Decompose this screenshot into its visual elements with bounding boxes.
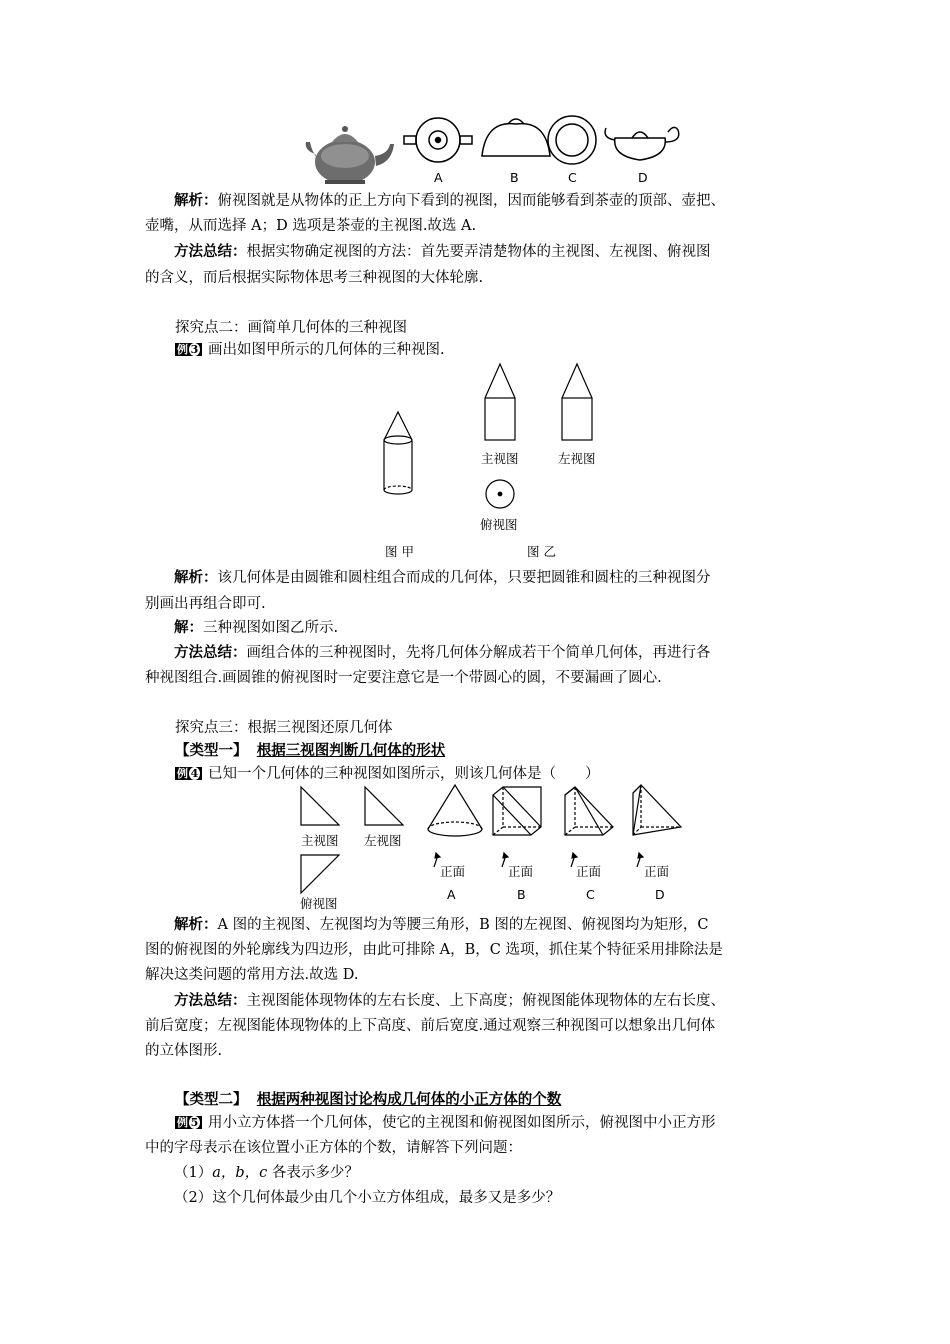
type-2-heading: 【类型二】 根据两种视图讨论构成几何体的小正方体的个数 bbox=[175, 1091, 562, 1108]
ex4-top-caption: 俯视图 bbox=[300, 896, 338, 911]
face-label-d: 正面 bbox=[644, 864, 670, 879]
teapot-photo bbox=[306, 126, 394, 184]
method-text-1: 根据实物确定视图的方法：首先要弄清楚物体的主视图、左视图、俯视图 bbox=[246, 244, 711, 260]
front-view-drawing bbox=[485, 364, 515, 440]
option-a-label: A bbox=[434, 170, 443, 185]
ex4-option-c: C bbox=[586, 887, 595, 902]
face-label-c: 正面 bbox=[576, 864, 602, 879]
p3-method-2: 前后宽度；左视图能体现物体的上下高度、前后宽度.通过观察三种视图可以想象出几何体 bbox=[145, 1018, 716, 1034]
analysis-text-2: 壶嘴，从而选择 A；D 选项是茶壶的主视图.故选 A. bbox=[145, 218, 477, 234]
p2-analysis-2: 别画出再组合即可. bbox=[145, 596, 266, 612]
type-1-heading: 【类型一】 根据三视图判断几何体的形状 bbox=[175, 742, 446, 759]
option-d-label: D bbox=[638, 170, 648, 185]
left-view-drawing bbox=[562, 364, 592, 440]
option-b-label: B bbox=[510, 170, 519, 185]
question-2: （2）这个几何体最少由几个小立方体组成，最多又是多少？ bbox=[174, 1190, 561, 1206]
example-5: 例 5 用小立方体搭一个几何体，使它的主视图和俯视图如图所示，俯视图中小正方形 bbox=[177, 1115, 716, 1131]
ex4-top-view bbox=[301, 855, 339, 893]
option-c-solid bbox=[565, 787, 613, 835]
ex4-front-view bbox=[301, 787, 339, 825]
ex4-left-caption: 左视图 bbox=[364, 833, 402, 848]
ex2-method bbox=[174, 242, 711, 262]
option-a-drawing bbox=[404, 118, 472, 162]
cone-cylinder-solid bbox=[384, 412, 412, 494]
left-view-caption: 左视图 bbox=[558, 451, 596, 466]
face-label-b: 正面 bbox=[508, 864, 534, 879]
example-badge: 例 4 bbox=[175, 767, 202, 780]
option-d-solid bbox=[633, 785, 681, 835]
analysis-text-1: 俯视图就是从物体的正上方向下看到的视图，因而能够看到茶壶的顶部、壶把、 bbox=[217, 193, 725, 209]
p3-analysis: 解析：A 图的主视图、左视图均为等腰三角形，B 图的左视图、俯视图均为矩形，C bbox=[174, 916, 709, 933]
figure-b-caption: 图 乙 bbox=[527, 544, 556, 559]
ex4-left-view bbox=[365, 787, 403, 825]
option-b-solid bbox=[493, 787, 541, 835]
example-5-text-2: 中的字母表示在该位置小正方体的个数，请解答下列问题： bbox=[145, 1140, 522, 1156]
section-title-3: 探究点三：根据三视图还原几何体 bbox=[175, 720, 393, 736]
option-b-drawing bbox=[482, 119, 550, 156]
example-badge: 例 5 bbox=[175, 1116, 202, 1129]
teapot-figure bbox=[300, 120, 690, 190]
example-3 bbox=[175, 340, 445, 360]
front-view-caption: 主视图 bbox=[481, 451, 519, 466]
p3-analysis-3: 解决这类问题的常用方法.故选 D. bbox=[145, 967, 359, 983]
ex4-option-d: D bbox=[655, 887, 665, 902]
p2-solution: 解：三种视图如图乙所示. bbox=[174, 619, 339, 636]
ex4-option-b: B bbox=[517, 887, 526, 902]
p2-analysis: 解析：该几何体是由圆锥和圆柱组合而成的几何体，只要把圆锥和圆柱的三种视图分 bbox=[174, 569, 711, 586]
analysis-label: 解析： bbox=[174, 192, 218, 209]
option-c-label: C bbox=[568, 170, 577, 185]
p3-analysis-2: 图的俯视图的外轮廓线为四边形，由此可排除 A，B，C 选项，抓住某个特征采用排除法是 bbox=[145, 942, 723, 958]
option-c-drawing bbox=[548, 116, 596, 164]
ex4-option-a: A bbox=[447, 887, 456, 902]
p3-method-3: 的立体图形. bbox=[145, 1043, 223, 1059]
section-title-2: 探究点二：画简单几何体的三种视图 bbox=[175, 320, 407, 336]
top-view-caption: 俯视图 bbox=[480, 517, 518, 532]
front-arrows bbox=[434, 853, 643, 867]
example-4: 例 4 已知一个几何体的三种视图如图所示，则该几何体是（ ） bbox=[177, 766, 600, 782]
example-4-figure bbox=[295, 785, 695, 895]
p3-method: 方法总结：主视图能体现物体的左右长度、上下高度；俯视图能体现物体的左右长度、 bbox=[174, 992, 725, 1009]
ex4-front-caption: 主视图 bbox=[301, 833, 339, 848]
figure-a-caption: 图 甲 bbox=[385, 544, 414, 559]
method-label: 方法总结： bbox=[174, 243, 247, 260]
question-1: （1）a，b，c 各表示多少？ bbox=[174, 1165, 359, 1181]
option-a-solid bbox=[428, 785, 482, 836]
top-view-drawing bbox=[486, 480, 514, 508]
example-badge: 例 3 bbox=[175, 343, 202, 356]
option-d-drawing bbox=[605, 127, 679, 160]
p2-method-2: 种视图组合.画圆锥的俯视图时一定要注意它是一个带圆心的圆，不要漏画了圆心. bbox=[145, 670, 662, 686]
p2-method: 方法总结：画组合体的三种视图时，先将几何体分解成若干个简单几何体，再进行各 bbox=[174, 644, 711, 661]
ex2-analysis bbox=[174, 191, 725, 211]
method-text-2: 的含义，而后根据实际物体思考三种视图的大体轮廓. bbox=[145, 270, 484, 286]
example-3-text: 画出如图甲所示的几何体的三种视图. bbox=[208, 342, 445, 358]
face-label-a: 正面 bbox=[440, 864, 466, 879]
